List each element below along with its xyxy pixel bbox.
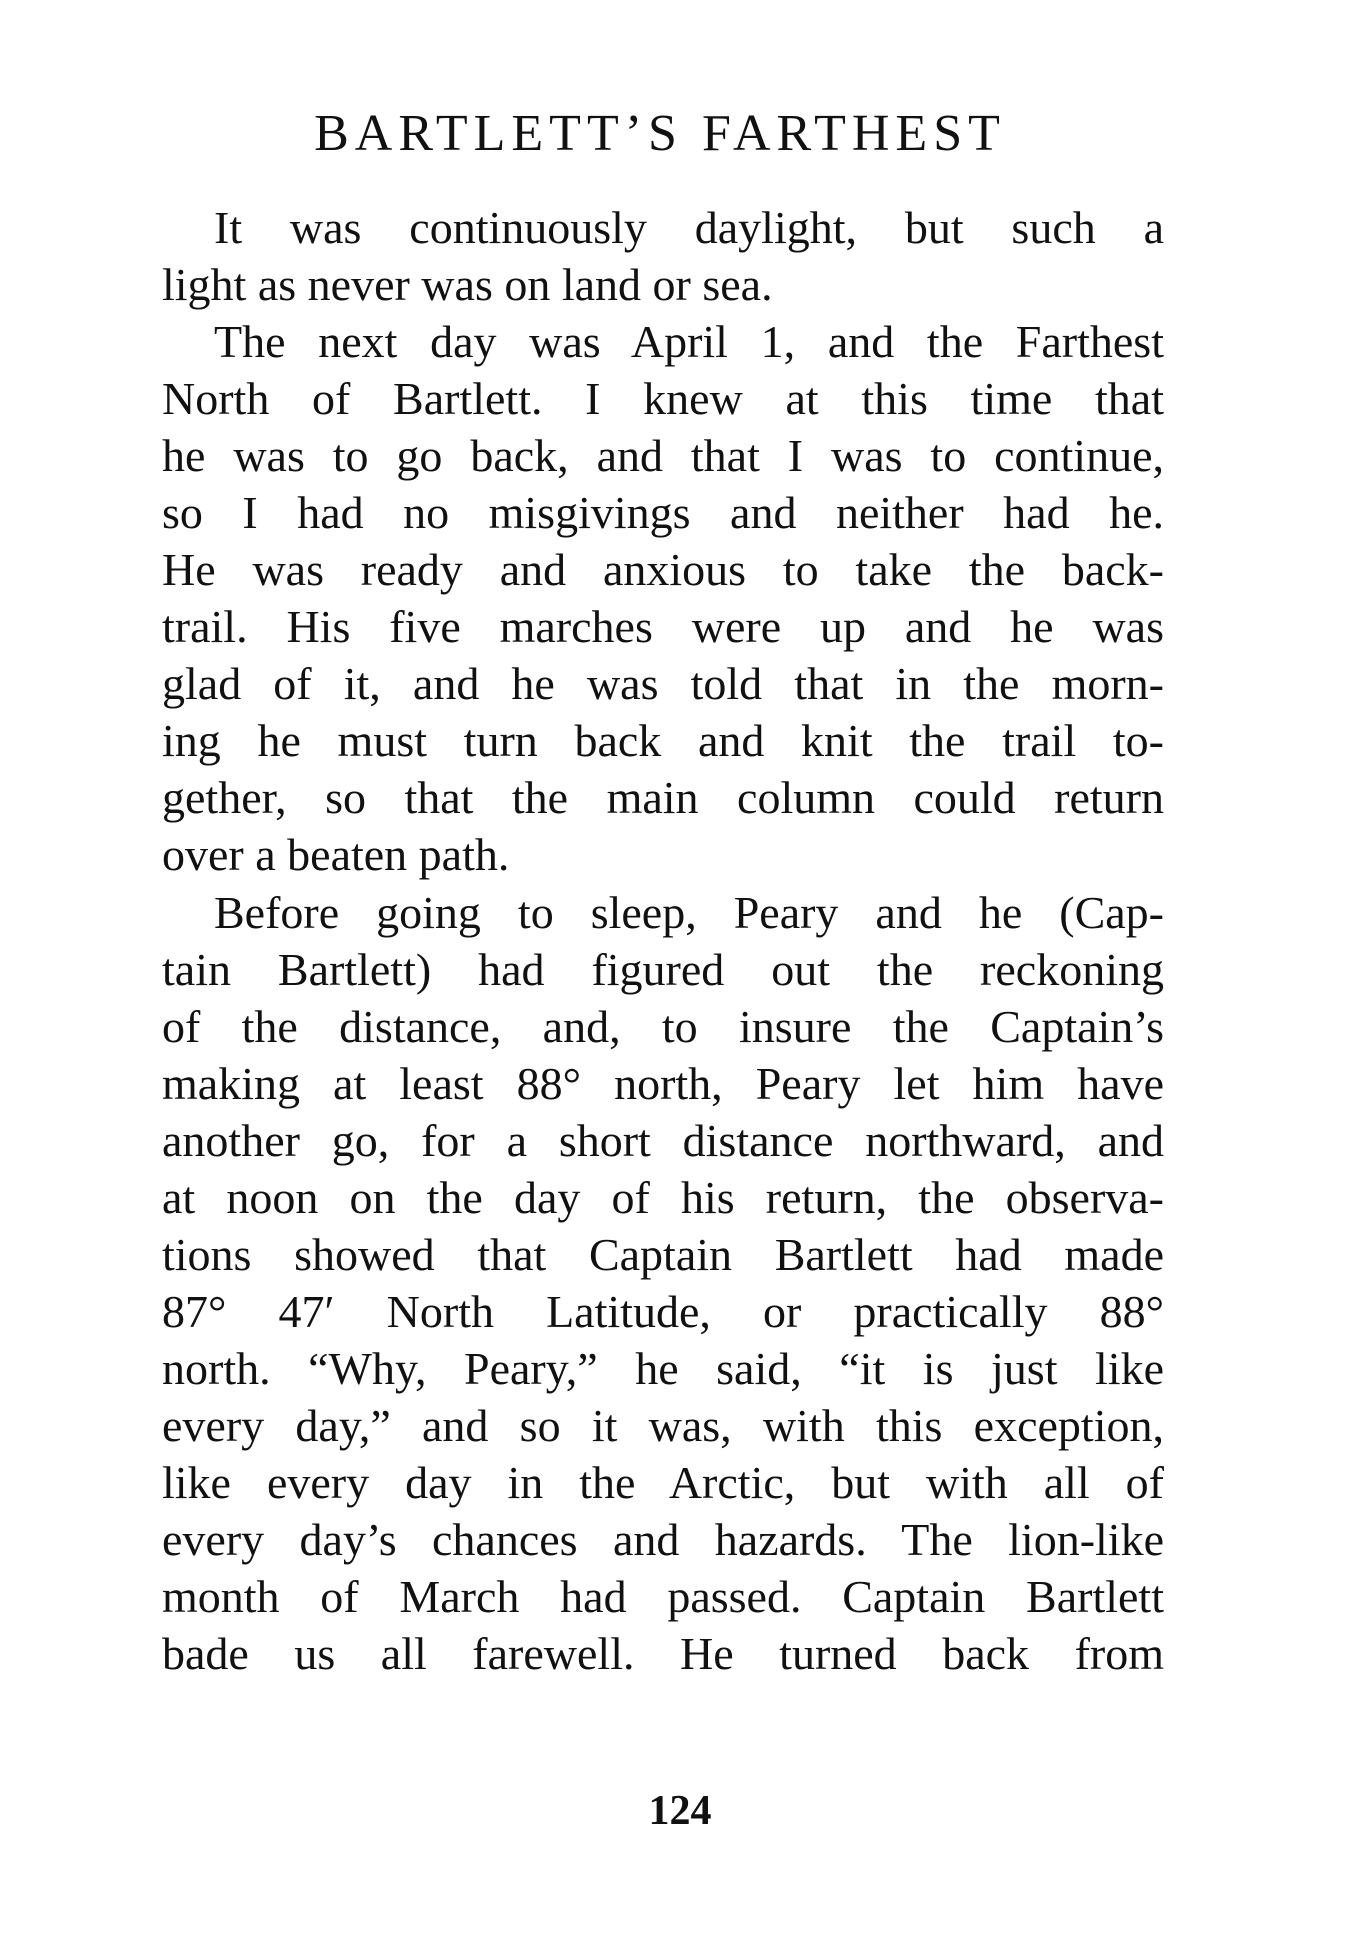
running-head: BARTLETT’S FARTHEST (314, 105, 1006, 162)
text-line: 87° 47′ North Latitude, or practically 88° (162, 1286, 1164, 1337)
text-line: gether, so that the main column could return (162, 772, 1164, 823)
text-line: making at least 88° north, Peary let him have (162, 1058, 1164, 1109)
text-line: It was continuously daylight, but such a (214, 202, 1164, 253)
text-line: tions showed that Captain Bartlett had made (162, 1229, 1164, 1280)
text-line: so I had no misgivings and neither had he. (162, 487, 1164, 538)
text-line: bade us all farewell. He turned back from (162, 1628, 1164, 1679)
text-line: He was ready and anxious to take the back- (162, 544, 1164, 595)
text-line: tain Bartlett) had figured out the reckoning (162, 944, 1164, 995)
text-line: over a beaten path. (162, 829, 510, 880)
text-line: light as never was on land or sea. (162, 259, 773, 310)
text-line: every day’s chances and hazards. The lion-like (162, 1514, 1164, 1565)
text-line: of the distance, and, to insure the Captain’s (162, 1001, 1164, 1052)
text-line: Before going to sleep, Peary and he (Cap- (214, 887, 1164, 938)
text-line: The next day was April 1, and the Farthest (214, 316, 1164, 367)
text-line: North of Bartlett. I knew at this time that (162, 373, 1164, 424)
text-line: at noon on the day of his return, the observa- (162, 1172, 1164, 1223)
text-line: glad of it, and he was told that in the morn- (162, 658, 1164, 709)
text-line: trail. His five marches were up and he was (162, 601, 1164, 652)
text-line: he was to go back, and that I was to continue, (162, 430, 1164, 481)
text-line: north. “Why, Peary,” he said, “it is just like (162, 1343, 1164, 1394)
text-line: month of March had passed. Captain Bartlett (162, 1571, 1164, 1622)
text-line: like every day in the Arctic, but with all of (162, 1457, 1164, 1508)
text-line: every day,” and so it was, with this exception, (162, 1400, 1164, 1451)
text-line: ing he must turn back and knit the trail to- (162, 715, 1164, 766)
text-line: another go, for a short distance northward, and (162, 1115, 1164, 1166)
page-number: 124 (648, 1788, 712, 1834)
